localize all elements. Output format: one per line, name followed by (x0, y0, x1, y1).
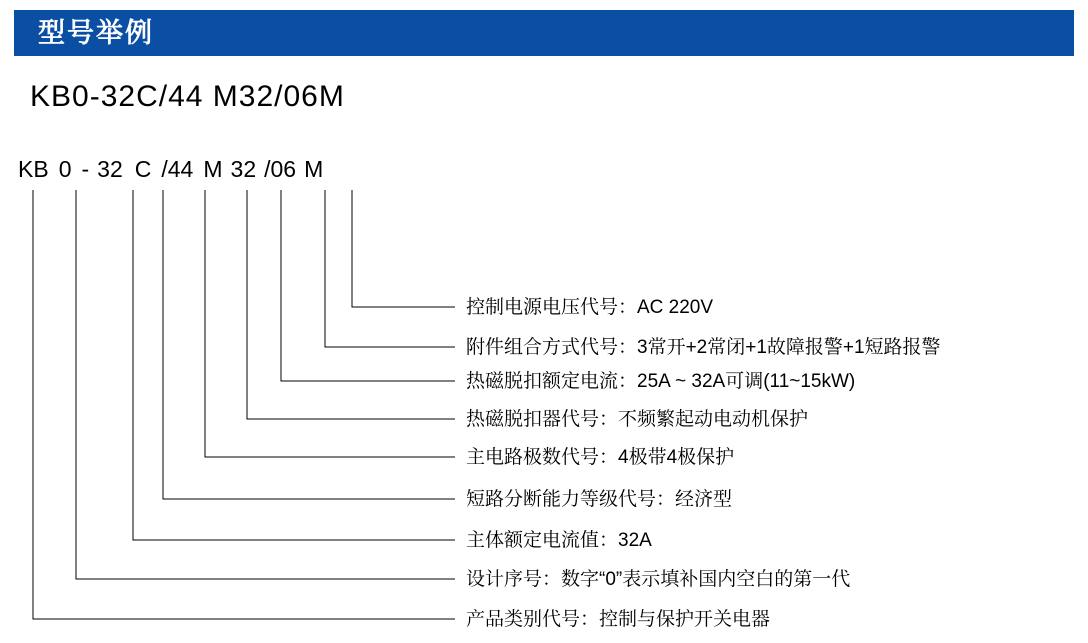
page-title: 型号举例 (38, 17, 154, 48)
callout-product-category: 产品类别代号：控制与保护开关电器 (466, 609, 771, 630)
code-segment-kb: KB (18, 156, 49, 182)
model-designation: KB0-32C/44 M32/06M (30, 80, 345, 113)
code-segment-32: 32 (97, 156, 123, 182)
code-segment-06: /06 (264, 156, 297, 182)
code-segment-dash: - (81, 156, 90, 182)
code-segment-32-2: 32 (230, 156, 257, 182)
code-segment-0: 0 (58, 156, 72, 182)
callout-design-serial: 设计序号：数字“0”表示填补国内空白的第一代 (466, 569, 851, 590)
callout-breaking-capacity: 短路分断能力等级代号：经济型 (466, 489, 733, 510)
callout-main-poles: 主电路极数代号：4极带4极保护 (466, 447, 735, 468)
callout-rated-current: 主体额定电流值：32A (466, 530, 652, 551)
callout-thermal-current: 热磁脱扣额定电流：25A ~ 32A可调(11~15kW) (466, 371, 856, 392)
code-segment-m-2: M (304, 156, 324, 182)
code-segment-44: /44 (161, 156, 194, 182)
callout-control-voltage: 控制电源电压代号：AC 220V (466, 297, 714, 318)
callout-accessory-combo: 附件组合方式代号：3常开+2常闭+1故障报警+1短路报警 (466, 337, 941, 358)
code-segment-c: C (134, 156, 152, 182)
code-segment-m: M (203, 156, 223, 182)
callout-thermal-release: 热磁脱扣器代号：不频繁起动电动机保护 (466, 409, 809, 430)
